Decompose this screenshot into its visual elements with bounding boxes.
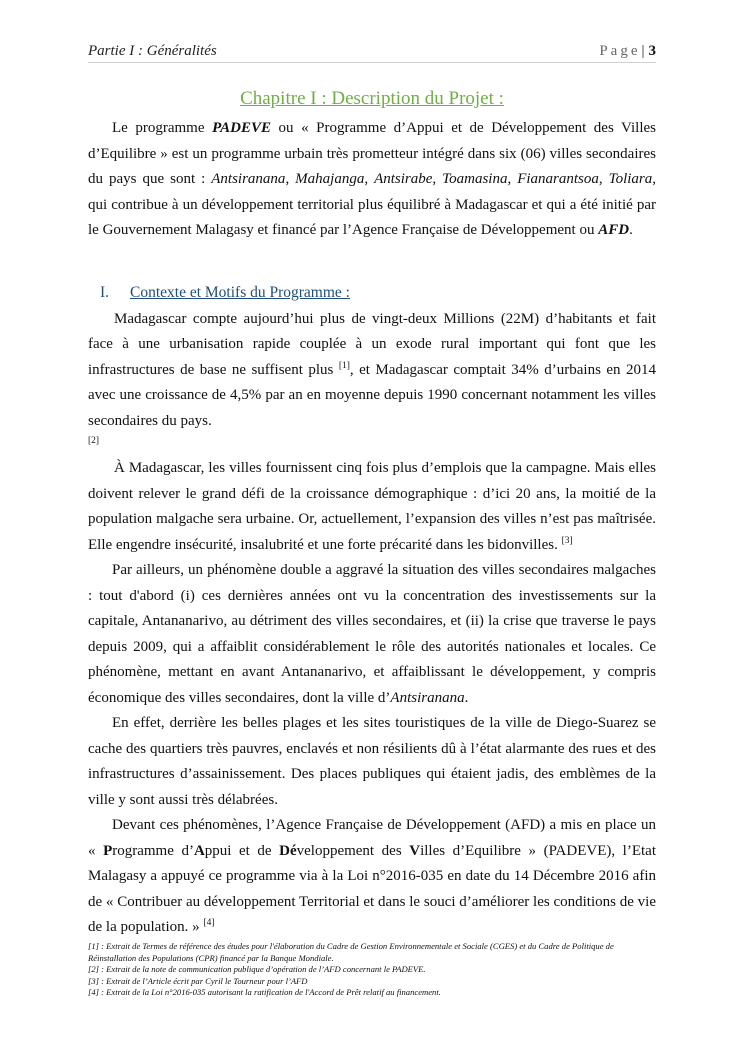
afd-acronym: AFD: [598, 222, 630, 238]
footnote-ref-1: [1]: [338, 360, 350, 371]
header-page-label: Page: [599, 43, 641, 59]
footnote-ref-3: [3]: [561, 535, 573, 546]
section-number: I.: [100, 283, 110, 301]
page-header: [88, 40, 656, 63]
chapter-title: Chapitre I : Description du Projet :: [240, 88, 504, 109]
footnote-ref-4: [4]: [203, 918, 215, 928]
section-heading: [88, 280, 656, 305]
padeve-acronym: PADEVE: [212, 120, 271, 136]
section-title: Contexte et Motifs du Programme :: [130, 283, 350, 301]
footnote-2: [2] : Extrait de la note de communication publique d’opération de l’AFD concernant le PADEVE.: [88, 964, 426, 975]
intro-paragraph: Le programme PADEVE ou « Programme d’Appui et de Développement des Villes d’Equilibre » est un programme urbain très prometteur intégré dans six (06) villes secondaires du pays que sont : Antsiranana, Mahajanga, Antsirabe, Toamasina, Fianarantsoa, Toliara, qui contribue à un développement territorial plus équilibré à Madagascar et qui a été initié par le Gouvernement Malagasy et financé par l’Agence Française de Développement ou AFD.: [88, 120, 657, 238]
context-paragraph-1: Madagascar compte aujourd’hui plus de vingt-deux Millions (22M) d’habitants et fait face à une urbanisation rapide couplée à un exode rural important qui font que les infrastructures de base ne suffisent plus [1], et Madagascar comptait 34% d’urbains en 2014 avec une croissance de 4,5% par an en moyenne depuis 1990 concernant notamment les villes secondaires du pays.: [88, 310, 656, 429]
context-paragraph-2: À Madagascar, les villes fournissent cinq fois plus d’emplois que la campagne. Mais elles doivent relever le grand défi de la croissance démographique : d’ici 20 ans, la moitié de la population malgache sera urbaine. Or, actuellement, l’expansion des villes n’est pas maîtrisée. Elle engendre insécurité, insalubrité et une forte précarité dans les bidonvilles. [3]: [88, 460, 656, 553]
context-paragraph-5: Devant ces phénomènes, l’Agence Française de Développement (AFD) a mis en place un « Programme d’Appui et de Développement des Villes d’Equilibre » (PADEVE), l’Etat Malagasy a appuyé ce programme via à la Loi n°2016-035 en date du 14 Décembre 2016 afin de « Contribuer au développement Territorial et dans le souci d’améliorer les conditions de vie de la population. » [4]: [88, 817, 656, 935]
header-page-number: 3: [648, 43, 656, 59]
header-section-title: Partie I : Généralités: [88, 43, 217, 59]
footnote-ref-2: [2]: [88, 436, 100, 446]
footnote-3: [3] : Extrait de l’Article écrit par Cyril le Tourneur pour l’AFD: [88, 975, 308, 986]
footnote-4: [4] : Extrait de la Loi n°2016-035 autorisant la ratification de l'Accord de Prêt relatif au financement.: [88, 987, 441, 998]
header-page-indicator: [599, 43, 656, 60]
header-separator: |: [641, 43, 645, 59]
context-paragraph-3: Par ailleurs, un phénomène double a aggravé la situation des villes secondaires malgaches : tout d'abord (i) ces dernières années ont vu la concentration des investissements sur la capitale, Antananarivo, au détriment des villes secondaires, et (ii) la crise que traverse le pays depuis 2009, qui a affaiblit considérablement le rôle des autorités nationales et locales. Ce phénomène, mettant en avant Antananarivo, et affaiblissant le développement, y compris économique des villes secondaires, dont la ville d’Antsiranana.: [88, 562, 656, 706]
context-paragraph-4: En effet, derrière les belles plages et les sites touristiques de la ville de Diego-Suarez se cache des quartiers très pauvres, enclavés et non résilients dû à l’état alarmante des rues et des infrastructures d’assainissement. Des places publiques qui étaient jadis, des emblèmes de la ville y sont aussi très délabrées.: [88, 715, 656, 808]
page-body: [88, 88, 656, 941]
footnotes: [88, 941, 660, 999]
footnote-1: [1] : Extrait de Termes de référence des études pour l'élaboration du Cadre de Gestion Environnementale et Sociale (CGES) et du Cadre de Politique de Réinstallation des Populations (CPR) financé par la Banque Mondiale.: [88, 941, 614, 963]
